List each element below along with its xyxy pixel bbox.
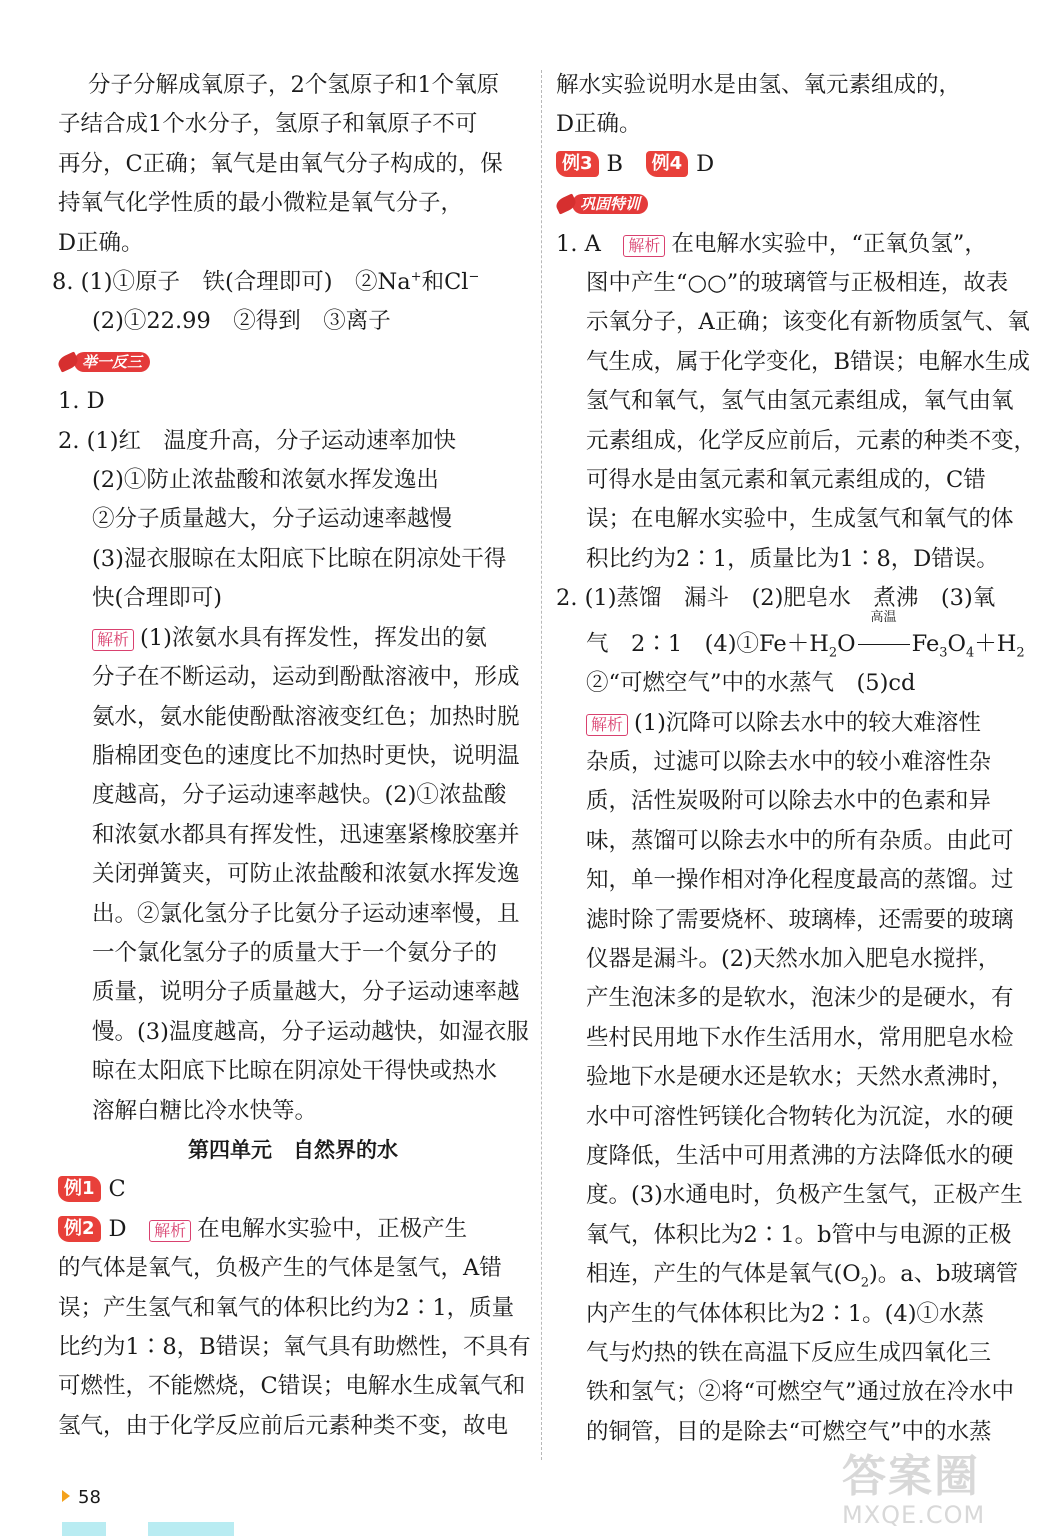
triangle-marker-icon xyxy=(62,1490,70,1502)
reaction-arrow: 高温 xyxy=(856,625,912,664)
example-badge: 例2 xyxy=(58,1216,101,1242)
analysis-line: 度降低，生活中可用煮沸的方法降低水的硬 xyxy=(586,1142,1014,1169)
answer-2-line: ②分子质量越大，分子运动速率越慢 xyxy=(92,506,453,533)
analysis-line: 气与灼热的铁在高温下反应生成四氧化三 xyxy=(586,1340,992,1366)
section-header-jyfs: 举一反三 xyxy=(58,348,150,376)
analysis-line: 解析 (1)浓氨水具有挥发性，挥发出的氨 xyxy=(58,619,528,658)
answer-8-part2: (2)①22.99 ②得到 ③离子 xyxy=(92,308,391,335)
analysis-line: 一个氯化氢分子的质量大于一个氨分子的 xyxy=(92,939,498,966)
text-line: 比约为1∶8，B错误；氧气具有助燃性，不具有 xyxy=(58,1334,531,1360)
text-line: 可燃性，不能燃烧，C错误；电解水生成氧气和 xyxy=(58,1373,526,1400)
analysis-line: 元素组成，化学反应前后，元素的种类不变， xyxy=(586,427,1037,454)
analysis-line: 脂棉团变色的速度比不加热时更快，说明温 xyxy=(92,742,520,769)
analysis-line: 溶解白糖比冷水快等。 xyxy=(92,1097,318,1124)
page-number: 58 xyxy=(62,1487,101,1508)
analysis-line: 相连，产生的气体是氧气$(O_2)$。a、b玻璃管 xyxy=(586,1261,1019,1291)
text-line: 氢气，由于化学反应前后元素种类不变，故电 xyxy=(58,1412,509,1439)
analysis-line: 误；在电解水实验中，生成氢气和氧气的体 xyxy=(586,506,1014,533)
analysis-line: 度。(3)水通电时，负极产生氢气，正极产生 xyxy=(586,1182,1023,1209)
section-header-ggtx: 巩固特训 xyxy=(556,190,648,218)
answer-2-line: 2. (1)红 温度升高，分子运动速率加快 xyxy=(58,427,456,454)
analysis-line: 慢。(3)温度越高，分子运动越快，如湿衣服 xyxy=(92,1018,529,1045)
analysis-line: 积比约为2∶1，质量比为1∶8，D错误。 xyxy=(586,545,999,572)
answer-2-line: 快(合理即可) xyxy=(92,585,223,612)
answer-2-line: 2. (1)蒸馏 漏斗 (2)肥皂水 煮沸 (3)氧 xyxy=(556,585,996,612)
column-divider xyxy=(541,70,542,1460)
answer-2-line: (2)①防止浓盐酸和浓氨水挥发逸出 xyxy=(92,467,439,494)
analysis-line: 内产生的气体体积比为2∶1。(4)①水蒸 xyxy=(586,1300,985,1327)
text-line: D正确。 xyxy=(58,229,144,256)
text-line: 分子分解成氧原子，2个氢原子和1个氧原 xyxy=(88,72,500,98)
analysis-line: 仪器是漏斗。(2)天然水加入肥皂水搅拌， xyxy=(586,945,1001,972)
example-1: 例1 C xyxy=(58,1170,528,1209)
answer-2-line: ②“可燃空气”中的水蒸气 (5)cd xyxy=(586,670,916,697)
text-line: 再分，C正确；氧气是由氧气分子构成的，保 xyxy=(58,150,503,177)
analysis-line: 些村民用地下水作生活用水，常用肥皂水检 xyxy=(586,1024,1014,1051)
equation-line: 气 2∶1 $(4)①Fe+H_2O$ 高温 $Fe_3O_4+H_2$ xyxy=(556,625,1024,664)
analysis-line: 可得水是由氢元素和氧元素组成的，C错 xyxy=(586,467,986,494)
analysis-line: 杂质，过滤可以除去水中的较小难溶性杂 xyxy=(586,748,992,775)
text-line: 持氧气化学性质的最小微粒是氧气分子， xyxy=(58,190,464,217)
analysis-line: 关闭弹簧夹，可防止浓盐酸和浓氨水挥发逸 xyxy=(92,861,520,888)
analysis-tag: 解析 xyxy=(149,1220,191,1242)
examples-3-4: 例3 B 例4 D xyxy=(556,145,1024,184)
watermark-logo: 答案圈 MXQE.COM xyxy=(842,1451,986,1529)
text-line: 子结合成1个水分子，氢原子和氧原子不可 xyxy=(58,111,478,138)
analysis-line: 味，蒸馏可以除去水中的所有杂质。由此可 xyxy=(586,827,1014,854)
answer-2-line: (3)湿衣服晾在太阳底下比晾在阴凉处干得 xyxy=(92,545,507,572)
text-line: 的气体是氧气，负极产生的气体是氢气，A错 xyxy=(58,1255,502,1282)
analysis-line: 晾在太阳底下比晾在阴凉处干得快或热水 xyxy=(92,1058,498,1085)
example-badge: 例4 xyxy=(646,151,689,177)
unit-title: 第四单元 自然界的水 xyxy=(188,1137,398,1162)
left-column xyxy=(52,66,531,1446)
analysis-line: 示氧分子，A正确；该变化有新物质氢气、氧 xyxy=(586,309,1030,336)
analysis-line: 氢气和氧气，氢气由氢元素组成，氧气由氧 xyxy=(586,388,1014,415)
example-badge: 例3 xyxy=(556,151,599,177)
analysis-line: 质，活性炭吸附可以除去水中的色素和异 xyxy=(586,788,992,815)
answer-8-part1: 8. (1)①原子 铁(合理即可) ②Na+和Cl− xyxy=(52,269,480,296)
analysis-line: 水中可溶性钙镁化合物转化为沉淀，水的硬 xyxy=(586,1103,1014,1130)
analysis-tag: 解析 xyxy=(92,629,134,651)
analysis-tag: 解析 xyxy=(586,714,628,736)
analysis-line: 和浓氨水都具有挥发性，迅速塞紧橡胶塞并 xyxy=(92,821,520,848)
analysis-line: 的铜管，目的是除去“可燃空气”中的水蒸 xyxy=(586,1418,992,1445)
analysis-line: 出。②氯化氢分子比氨分子运动速率慢，且 xyxy=(92,900,520,927)
analysis-line: 铁和氢气；②将“可燃空气”通过放在冷水中 xyxy=(586,1379,1015,1406)
analysis-line: 解析 (1)沉降可以除去水中的较大难溶性 xyxy=(556,704,1024,743)
example-2: 例2 D 解析 在电解水实验中，正极产生 xyxy=(58,1210,528,1249)
text-line: 误；产生氢气和氧气的体积比约为2∶1，质量 xyxy=(58,1294,515,1321)
text-line: D正确。 xyxy=(556,111,642,138)
answer-1-line: 1. A 解析 在电解水实验中，“正氧负氢”， xyxy=(556,230,987,257)
analysis-line: 氧气，体积比为2∶1。b管中与电源的正极 xyxy=(586,1221,1012,1248)
text-line: 解水实验说明水是由氢、氧元素组成的， xyxy=(556,72,962,98)
right-column xyxy=(556,66,1037,1452)
analysis-line: 气生成，属于化学变化，B错误；电解水生成 xyxy=(586,348,1031,375)
analysis-line: 度越高，分子运动速率越快。(2)①浓盐酸 xyxy=(92,782,507,809)
analysis-line: 滤时除了需要烧杯、玻璃棒，还需要的玻璃 xyxy=(586,906,1014,933)
analysis-line: 验地下水是硬水还是软水；天然水煮沸时， xyxy=(586,1064,1014,1091)
analysis-line: 知，单一操作相对净化程度最高的蒸馏。过 xyxy=(586,867,1014,894)
analysis-line: 质量，说明分子质量越大，分子运动速率越 xyxy=(92,979,520,1006)
footer-bar xyxy=(62,1522,106,1536)
analysis-line: 图中产生“○○”的玻璃管与正极相连，故表 xyxy=(586,270,1009,297)
answer-1: 1. D xyxy=(58,388,105,415)
footer-bar xyxy=(148,1522,234,1536)
analysis-line: 分子在不断运动，运动到酚酞溶液中，形成 xyxy=(92,664,520,691)
example-badge: 例1 xyxy=(58,1176,101,1202)
analysis-line: 氨水，氨水能使酚酞溶液变红色；加热时脱 xyxy=(92,703,520,730)
analysis-tag: 解析 xyxy=(623,235,665,257)
analysis-line: 产生泡沫多的是软水，泡沫少的是硬水，有 xyxy=(586,985,1014,1012)
